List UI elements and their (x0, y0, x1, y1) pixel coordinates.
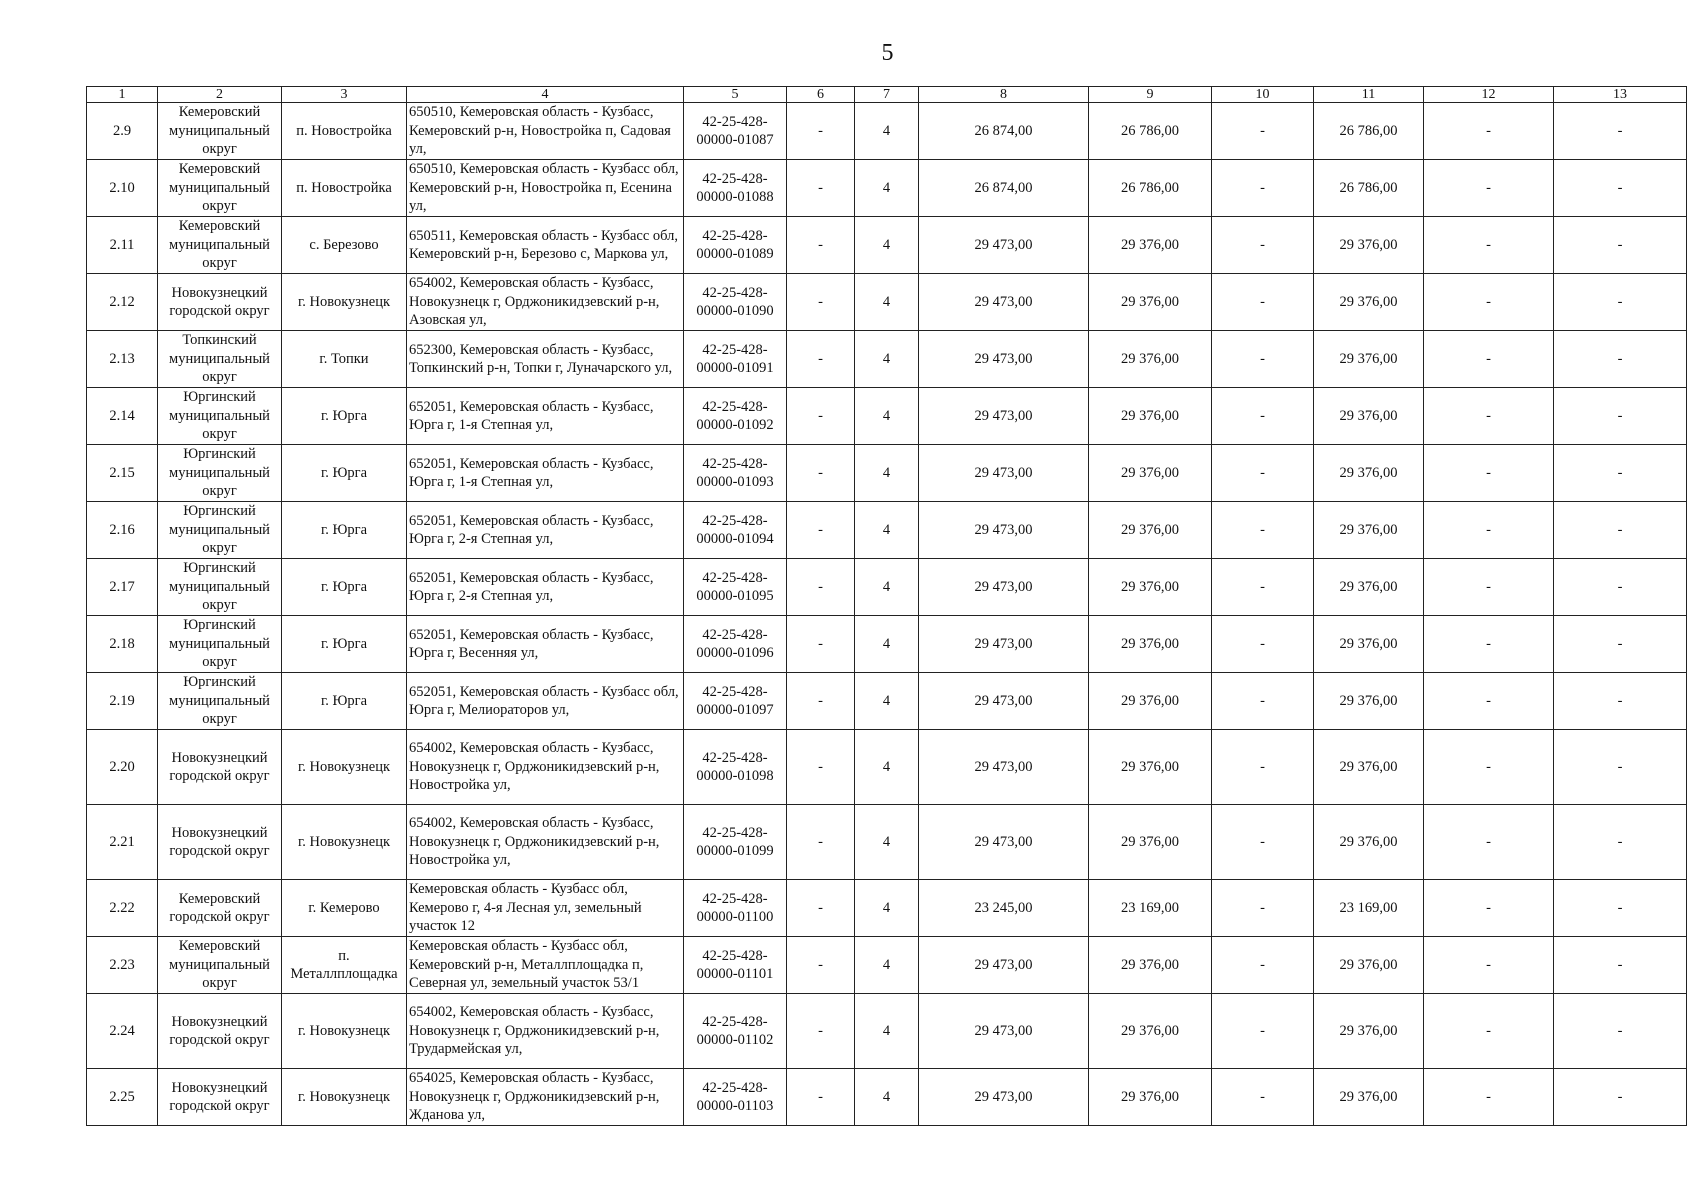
col-7-cell: 4 (855, 730, 919, 805)
col-7-cell: 4 (855, 994, 919, 1069)
col-9-amount-cell: 26 786,00 (1089, 160, 1212, 217)
table-row (87, 103, 1687, 160)
address-cell: 650510, Кемеровская область - Кузбасс обл, Кемеровский р-н, Новостройка п, Есенина ул, (407, 160, 684, 217)
col-6-cell: - (787, 388, 855, 445)
col-7-cell: 4 (855, 673, 919, 730)
table-row (87, 880, 1687, 937)
col-8-amount-cell: 29 473,00 (919, 559, 1089, 616)
col-12-cell: - (1424, 388, 1554, 445)
col-12-cell: - (1424, 994, 1554, 1069)
col-7-cell: 4 (855, 937, 919, 994)
municipality-cell: Новокузнецкий городской округ (158, 730, 282, 805)
row-number-cell: 2.24 (87, 994, 158, 1069)
municipality-cell: Юргинский муниципальный округ (158, 445, 282, 502)
address-cell: 654002, Кемеровская область - Кузбасс, Новокузнецк г, Орджоникидзевский р-н, Новостройка ул, (407, 805, 684, 880)
col-10-cell: - (1212, 331, 1314, 388)
col-13-cell: - (1554, 502, 1687, 559)
object-code-cell: 42-25-428-00000-01093 (684, 445, 787, 502)
column-header: 6 (787, 87, 855, 103)
col-8-amount-cell: 29 473,00 (919, 274, 1089, 331)
settlement-cell: г. Новокузнецк (282, 805, 407, 880)
col-8-amount-cell: 29 473,00 (919, 217, 1089, 274)
municipality-cell: Кемеровский городской округ (158, 880, 282, 937)
settlement-cell: г. Юрга (282, 502, 407, 559)
column-header: 4 (407, 87, 684, 103)
address-cell: 652051, Кемеровская область - Кузбасс, Юрга г, 1-я Степная ул, (407, 445, 684, 502)
col-6-cell: - (787, 445, 855, 502)
col-7-cell: 4 (855, 1069, 919, 1126)
col-10-cell: - (1212, 217, 1314, 274)
col-13-cell: - (1554, 994, 1687, 1069)
col-8-amount-cell: 29 473,00 (919, 730, 1089, 805)
col-11-amount-cell: 29 376,00 (1314, 502, 1424, 559)
col-13-cell: - (1554, 217, 1687, 274)
col-7-cell: 4 (855, 160, 919, 217)
col-6-cell: - (787, 217, 855, 274)
col-9-amount-cell: 29 376,00 (1089, 994, 1212, 1069)
col-6-cell: - (787, 616, 855, 673)
col-11-amount-cell: 29 376,00 (1314, 559, 1424, 616)
col-10-cell: - (1212, 994, 1314, 1069)
col-11-amount-cell: 29 376,00 (1314, 937, 1424, 994)
object-code-cell: 42-25-428-00000-01088 (684, 160, 787, 217)
col-6-cell: - (787, 805, 855, 880)
col-9-amount-cell: 29 376,00 (1089, 274, 1212, 331)
col-7-cell: 4 (855, 502, 919, 559)
col-12-cell: - (1424, 805, 1554, 880)
col-11-amount-cell: 23 169,00 (1314, 880, 1424, 937)
row-number-cell: 2.15 (87, 445, 158, 502)
col-11-amount-cell: 29 376,00 (1314, 1069, 1424, 1126)
row-number-cell: 2.9 (87, 103, 158, 160)
page-number: 5 (881, 40, 894, 66)
col-7-cell: 4 (855, 805, 919, 880)
col-7-cell: 4 (855, 103, 919, 160)
col-8-amount-cell: 29 473,00 (919, 502, 1089, 559)
col-8-amount-cell: 29 473,00 (919, 673, 1089, 730)
object-code-cell: 42-25-428-00000-01089 (684, 217, 787, 274)
col-13-cell: - (1554, 805, 1687, 880)
col-8-amount-cell: 29 473,00 (919, 1069, 1089, 1126)
col-10-cell: - (1212, 559, 1314, 616)
col-9-amount-cell: 29 376,00 (1089, 937, 1212, 994)
column-header: 8 (919, 87, 1089, 103)
col-13-cell: - (1554, 445, 1687, 502)
object-code-cell: 42-25-428-00000-01099 (684, 805, 787, 880)
row-number-cell: 2.23 (87, 937, 158, 994)
col-12-cell: - (1424, 559, 1554, 616)
col-11-amount-cell: 29 376,00 (1314, 274, 1424, 331)
object-code-cell: 42-25-428-00000-01102 (684, 994, 787, 1069)
col-13-cell: - (1554, 274, 1687, 331)
column-header: 12 (1424, 87, 1554, 103)
col-9-amount-cell: 29 376,00 (1089, 805, 1212, 880)
col-12-cell: - (1424, 331, 1554, 388)
municipality-cell: Топкинский муниципальный округ (158, 331, 282, 388)
row-number-cell: 2.13 (87, 331, 158, 388)
address-cell: Кемеровская область - Кузбасс обл, Кемерово г, 4-я Лесная ул, земельный участок 12 (407, 880, 684, 937)
col-9-amount-cell: 29 376,00 (1089, 445, 1212, 502)
municipality-cell: Юргинский муниципальный округ (158, 673, 282, 730)
col-12-cell: - (1424, 880, 1554, 937)
col-8-amount-cell: 29 473,00 (919, 994, 1089, 1069)
col-13-cell: - (1554, 730, 1687, 805)
address-cell: 650510, Кемеровская область - Кузбасс, Кемеровский р-н, Новостройка п, Садовая ул, (407, 103, 684, 160)
col-11-amount-cell: 29 376,00 (1314, 331, 1424, 388)
col-12-cell: - (1424, 103, 1554, 160)
col-7-cell: 4 (855, 445, 919, 502)
col-6-cell: - (787, 880, 855, 937)
col-12-cell: - (1424, 937, 1554, 994)
col-7-cell: 4 (855, 616, 919, 673)
col-10-cell: - (1212, 937, 1314, 994)
col-10-cell: - (1212, 880, 1314, 937)
settlement-cell: г. Юрга (282, 616, 407, 673)
municipality-cell: Кемеровский муниципальный округ (158, 217, 282, 274)
col-12-cell: - (1424, 1069, 1554, 1126)
col-11-amount-cell: 29 376,00 (1314, 673, 1424, 730)
address-cell: 652051, Кемеровская область - Кузбасс, Юрга г, 2-я Степная ул, (407, 502, 684, 559)
col-9-amount-cell: 29 376,00 (1089, 217, 1212, 274)
settlement-cell: г. Юрга (282, 673, 407, 730)
object-code-cell: 42-25-428-00000-01091 (684, 331, 787, 388)
col-7-cell: 4 (855, 559, 919, 616)
table-row (87, 1069, 1687, 1126)
col-11-amount-cell: 29 376,00 (1314, 388, 1424, 445)
settlement-cell: г. Новокузнецк (282, 730, 407, 805)
row-number-cell: 2.18 (87, 616, 158, 673)
col-12-cell: - (1424, 445, 1554, 502)
col-7-cell: 4 (855, 880, 919, 937)
col-8-amount-cell: 26 874,00 (919, 160, 1089, 217)
table-row (87, 388, 1687, 445)
col-9-amount-cell: 29 376,00 (1089, 502, 1212, 559)
col-6-cell: - (787, 994, 855, 1069)
col-7-cell: 4 (855, 331, 919, 388)
address-cell: Кемеровская область - Кузбасс обл, Кемеровский р-н, Металлплощадка п, Северная ул, земельный участок 53/1 (407, 937, 684, 994)
col-9-amount-cell: 29 376,00 (1089, 388, 1212, 445)
col-9-amount-cell: 29 376,00 (1089, 730, 1212, 805)
col-8-amount-cell: 26 874,00 (919, 103, 1089, 160)
col-9-amount-cell: 29 376,00 (1089, 673, 1212, 730)
col-6-cell: - (787, 274, 855, 331)
col-6-cell: - (787, 331, 855, 388)
col-8-amount-cell: 29 473,00 (919, 445, 1089, 502)
column-header: 9 (1089, 87, 1212, 103)
col-11-amount-cell: 26 786,00 (1314, 160, 1424, 217)
row-number-cell: 2.16 (87, 502, 158, 559)
municipality-cell: Юргинский муниципальный округ (158, 388, 282, 445)
settlement-cell: п. Новостройка (282, 103, 407, 160)
table-row (87, 445, 1687, 502)
col-6-cell: - (787, 502, 855, 559)
col-6-cell: - (787, 937, 855, 994)
col-13-cell: - (1554, 160, 1687, 217)
table-row (87, 559, 1687, 616)
object-code-cell: 42-25-428-00000-01101 (684, 937, 787, 994)
settlement-cell: г. Новокузнецк (282, 1069, 407, 1126)
row-number-cell: 2.25 (87, 1069, 158, 1126)
col-13-cell: - (1554, 1069, 1687, 1126)
object-code-cell: 42-25-428-00000-01103 (684, 1069, 787, 1126)
object-code-cell: 42-25-428-00000-01087 (684, 103, 787, 160)
col-13-cell: - (1554, 616, 1687, 673)
col-10-cell: - (1212, 502, 1314, 559)
settlement-cell: г. Юрга (282, 559, 407, 616)
municipality-cell: Юргинский муниципальный округ (158, 502, 282, 559)
col-10-cell: - (1212, 388, 1314, 445)
col-7-cell: 4 (855, 274, 919, 331)
col-9-amount-cell: 29 376,00 (1089, 616, 1212, 673)
col-10-cell: - (1212, 673, 1314, 730)
col-12-cell: - (1424, 217, 1554, 274)
col-11-amount-cell: 29 376,00 (1314, 616, 1424, 673)
table-row (87, 805, 1687, 880)
col-11-amount-cell: 29 376,00 (1314, 730, 1424, 805)
settlement-cell: г. Кемерово (282, 880, 407, 937)
col-10-cell: - (1212, 805, 1314, 880)
table-row (87, 331, 1687, 388)
data-table (86, 86, 1687, 1126)
object-code-cell: 42-25-428-00000-01098 (684, 730, 787, 805)
col-6-cell: - (787, 160, 855, 217)
address-cell: 652051, Кемеровская область - Кузбасс обл, Юрга г, Мелиораторов ул, (407, 673, 684, 730)
municipality-cell: Кемеровский муниципальный округ (158, 160, 282, 217)
settlement-cell: г. Новокузнецк (282, 274, 407, 331)
col-10-cell: - (1212, 160, 1314, 217)
object-code-cell: 42-25-428-00000-01100 (684, 880, 787, 937)
col-10-cell: - (1212, 445, 1314, 502)
municipality-cell: Юргинский муниципальный округ (158, 616, 282, 673)
municipality-cell: Новокузнецкий городской округ (158, 274, 282, 331)
col-9-amount-cell: 29 376,00 (1089, 1069, 1212, 1126)
row-number-cell: 2.22 (87, 880, 158, 937)
col-11-amount-cell: 29 376,00 (1314, 217, 1424, 274)
col-11-amount-cell: 26 786,00 (1314, 103, 1424, 160)
col-10-cell: - (1212, 1069, 1314, 1126)
col-13-cell: - (1554, 388, 1687, 445)
municipality-cell: Кемеровский муниципальный округ (158, 937, 282, 994)
col-8-amount-cell: 29 473,00 (919, 805, 1089, 880)
col-10-cell: - (1212, 730, 1314, 805)
col-6-cell: - (787, 673, 855, 730)
table-row (87, 274, 1687, 331)
col-11-amount-cell: 29 376,00 (1314, 805, 1424, 880)
col-12-cell: - (1424, 274, 1554, 331)
col-12-cell: - (1424, 730, 1554, 805)
col-9-amount-cell: 29 376,00 (1089, 331, 1212, 388)
address-cell: 652300, Кемеровская область - Кузбасс, Топкинский р-н, Топки г, Луначарского ул, (407, 331, 684, 388)
col-6-cell: - (787, 1069, 855, 1126)
municipality-cell: Новокузнецкий городской округ (158, 1069, 282, 1126)
row-number-cell: 2.17 (87, 559, 158, 616)
municipality-cell: Новокузнецкий городской округ (158, 805, 282, 880)
address-cell: 654002, Кемеровская область - Кузбасс, Новокузнецк г, Орджоникидзевский р-н, Азовская ул, (407, 274, 684, 331)
col-12-cell: - (1424, 502, 1554, 559)
municipality-cell: Юргинский муниципальный округ (158, 559, 282, 616)
address-cell: 652051, Кемеровская область - Кузбасс, Юрга г, 2-я Степная ул, (407, 559, 684, 616)
address-cell: 652051, Кемеровская область - Кузбасс, Юрга г, Весенняя ул, (407, 616, 684, 673)
table-row (87, 730, 1687, 805)
settlement-cell: г. Новокузнецк (282, 994, 407, 1069)
object-code-cell: 42-25-428-00000-01092 (684, 388, 787, 445)
row-number-cell: 2.21 (87, 805, 158, 880)
row-number-cell: 2.10 (87, 160, 158, 217)
col-9-amount-cell: 26 786,00 (1089, 103, 1212, 160)
address-cell: 652051, Кемеровская область - Кузбасс, Юрга г, 1-я Степная ул, (407, 388, 684, 445)
col-12-cell: - (1424, 616, 1554, 673)
object-code-cell: 42-25-428-00000-01096 (684, 616, 787, 673)
column-header: 3 (282, 87, 407, 103)
col-10-cell: - (1212, 616, 1314, 673)
address-cell: 654002, Кемеровская область - Кузбасс, Новокузнецк г, Орджоникидзевский р-н, Новостройка ул, (407, 730, 684, 805)
municipality-cell: Новокузнецкий городской округ (158, 994, 282, 1069)
col-13-cell: - (1554, 331, 1687, 388)
col-8-amount-cell: 29 473,00 (919, 937, 1089, 994)
settlement-cell: п. Металлплощадка (282, 937, 407, 994)
row-number-cell: 2.20 (87, 730, 158, 805)
object-code-cell: 42-25-428-00000-01090 (684, 274, 787, 331)
col-8-amount-cell: 29 473,00 (919, 331, 1089, 388)
col-11-amount-cell: 29 376,00 (1314, 445, 1424, 502)
settlement-cell: г. Юрга (282, 445, 407, 502)
settlement-cell: п. Новостройка (282, 160, 407, 217)
address-cell: 654025, Кемеровская область - Кузбасс, Новокузнецк г, Орджоникидзевский р-н, Жданова ул, (407, 1069, 684, 1126)
column-header: 13 (1554, 87, 1687, 103)
table-row (87, 160, 1687, 217)
column-header: 1 (87, 87, 158, 103)
col-13-cell: - (1554, 673, 1687, 730)
column-header: 11 (1314, 87, 1424, 103)
settlement-cell: г. Юрга (282, 388, 407, 445)
column-header: 5 (684, 87, 787, 103)
col-8-amount-cell: 29 473,00 (919, 388, 1089, 445)
object-code-cell: 42-25-428-00000-01097 (684, 673, 787, 730)
row-number-cell: 2.12 (87, 274, 158, 331)
col-8-amount-cell: 29 473,00 (919, 616, 1089, 673)
column-header: 10 (1212, 87, 1314, 103)
object-code-cell: 42-25-428-00000-01095 (684, 559, 787, 616)
table-row (87, 994, 1687, 1069)
col-9-amount-cell: 23 169,00 (1089, 880, 1212, 937)
col-13-cell: - (1554, 880, 1687, 937)
table-row (87, 616, 1687, 673)
col-12-cell: - (1424, 160, 1554, 217)
column-header: 7 (855, 87, 919, 103)
settlement-cell: г. Топки (282, 331, 407, 388)
col-13-cell: - (1554, 937, 1687, 994)
col-8-amount-cell: 23 245,00 (919, 880, 1089, 937)
table-row (87, 502, 1687, 559)
col-6-cell: - (787, 730, 855, 805)
col-7-cell: 4 (855, 388, 919, 445)
col-13-cell: - (1554, 559, 1687, 616)
table-row (87, 217, 1687, 274)
object-code-cell: 42-25-428-00000-01094 (684, 502, 787, 559)
municipality-cell: Кемеровский муниципальный округ (158, 103, 282, 160)
col-9-amount-cell: 29 376,00 (1089, 559, 1212, 616)
address-cell: 650511, Кемеровская область - Кузбасс обл, Кемеровский р-н, Березово с, Маркова ул, (407, 217, 684, 274)
col-11-amount-cell: 29 376,00 (1314, 994, 1424, 1069)
settlement-cell: с. Березово (282, 217, 407, 274)
col-12-cell: - (1424, 673, 1554, 730)
col-10-cell: - (1212, 103, 1314, 160)
table-row (87, 673, 1687, 730)
col-7-cell: 4 (855, 217, 919, 274)
col-13-cell: - (1554, 103, 1687, 160)
table-row (87, 937, 1687, 994)
row-number-cell: 2.11 (87, 217, 158, 274)
address-cell: 654002, Кемеровская область - Кузбасс, Новокузнецк г, Орджоникидзевский р-н, Трудармейская ул, (407, 994, 684, 1069)
col-10-cell: - (1212, 274, 1314, 331)
row-number-cell: 2.14 (87, 388, 158, 445)
col-6-cell: - (787, 559, 855, 616)
column-header: 2 (158, 87, 282, 103)
col-6-cell: - (787, 103, 855, 160)
column-number-row (87, 87, 1687, 103)
row-number-cell: 2.19 (87, 673, 158, 730)
